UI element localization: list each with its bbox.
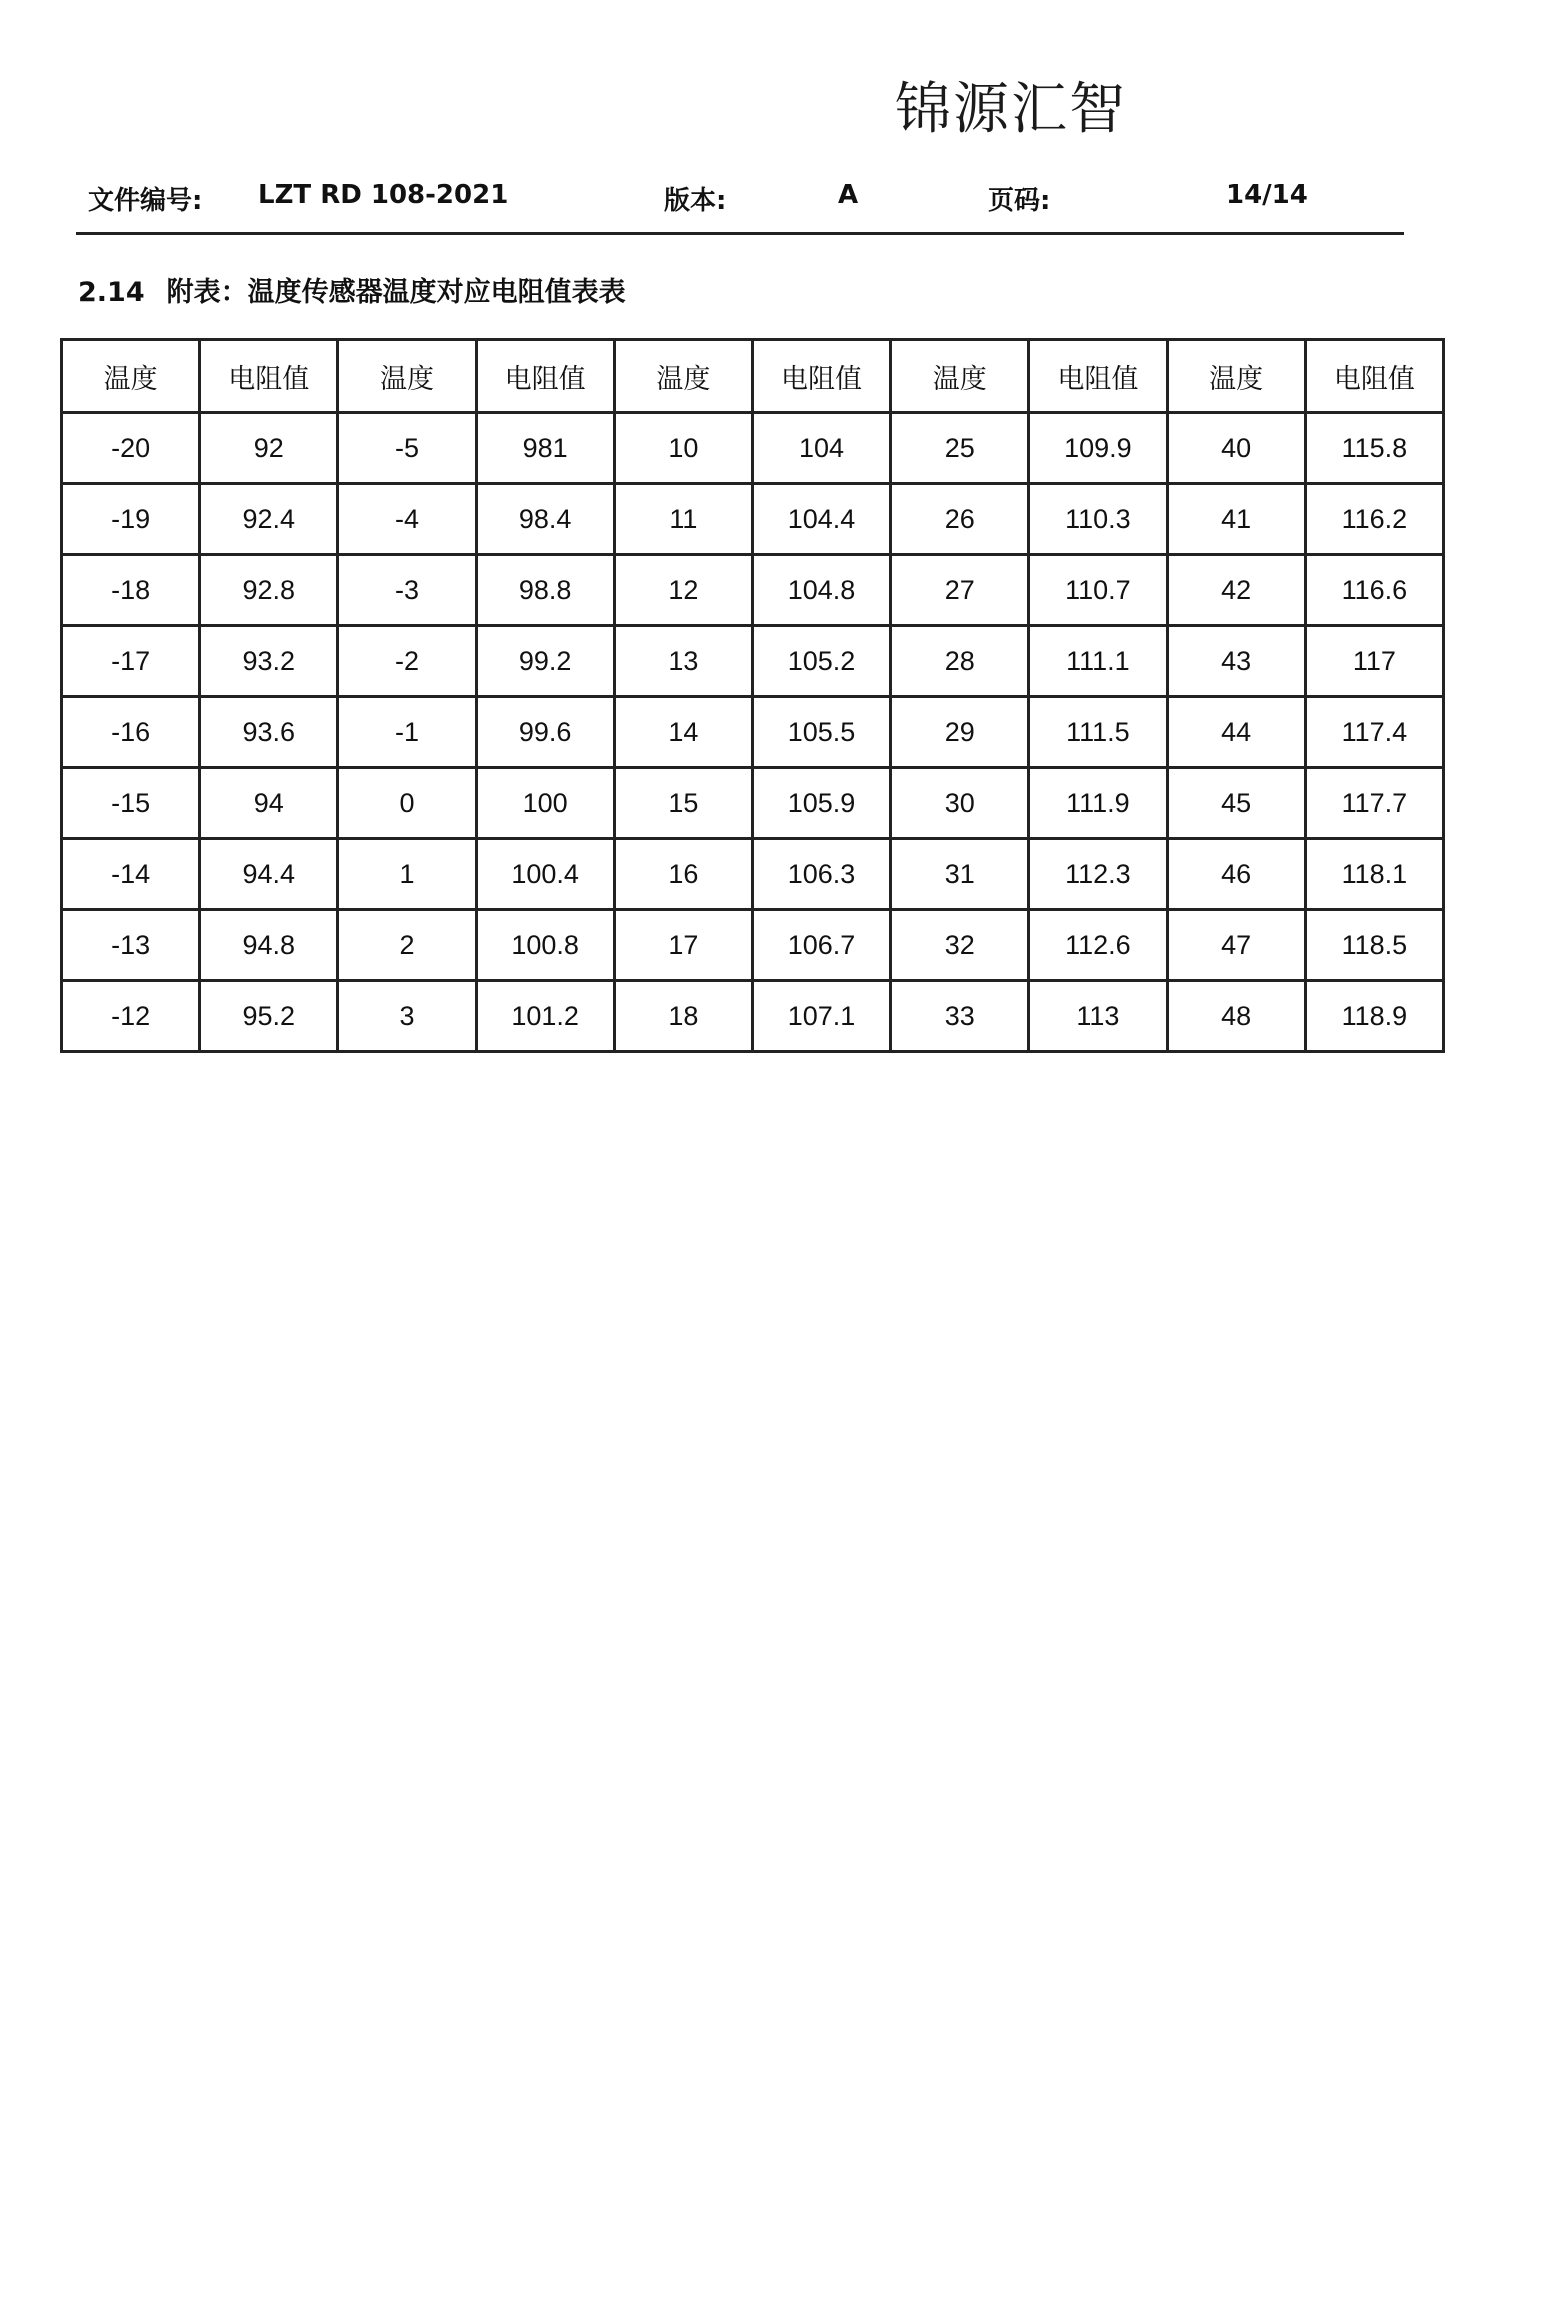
cell-resistance: 100.8 [476,910,614,981]
cell-resistance: 99.2 [476,626,614,697]
cell-resistance: 115.8 [1305,413,1443,484]
cell-temperature: -13 [62,910,200,981]
section-title: 附表：温度传感器温度对应电阻值表表 [166,277,626,308]
cell-temperature: -16 [62,697,200,768]
cell-resistance: 116.2 [1305,484,1443,555]
cell-temperature: 0 [338,768,476,839]
cell-temperature: 42 [1167,555,1305,626]
cell-resistance: 105.2 [752,626,890,697]
cell-temperature: 47 [1167,910,1305,981]
page-value: 14/14 [1226,180,1308,210]
cell-resistance: 98.8 [476,555,614,626]
cell-resistance: 95.2 [200,981,338,1052]
cell-resistance: 104 [752,413,890,484]
cell-resistance: 99.6 [476,697,614,768]
doc-number-value: LZT RD 108-2021 [258,180,509,210]
cell-temperature: 11 [614,484,752,555]
cell-temperature: -12 [62,981,200,1052]
cell-temperature: 13 [614,626,752,697]
cell-temperature: 28 [891,626,1029,697]
cell-temperature: 46 [1167,839,1305,910]
cell-temperature: 15 [614,768,752,839]
table-header-row [62,340,1444,413]
cell-resistance: 117 [1305,626,1443,697]
resistance-table [60,338,1445,1053]
cell-temperature: 41 [1167,484,1305,555]
header-temperature: 温度 [1167,340,1305,413]
cell-temperature: -3 [338,555,476,626]
cell-resistance: 117.4 [1305,697,1443,768]
cell-temperature: -15 [62,768,200,839]
cell-temperature: 14 [614,697,752,768]
doc-number-label: 文件编号: [88,186,203,216]
cell-resistance: 92.8 [200,555,338,626]
cell-temperature: 48 [1167,981,1305,1052]
cell-temperature: 26 [891,484,1029,555]
header-temperature: 温度 [614,340,752,413]
cell-temperature: 33 [891,981,1029,1052]
cell-resistance: 105.5 [752,697,890,768]
cell-temperature: 12 [614,555,752,626]
cell-resistance: 113 [1029,981,1167,1052]
cell-resistance: 118.1 [1305,839,1443,910]
cell-resistance: 106.3 [752,839,890,910]
cell-temperature: -4 [338,484,476,555]
cell-resistance: 112.3 [1029,839,1167,910]
cell-resistance: 98.4 [476,484,614,555]
cell-temperature: 45 [1167,768,1305,839]
cell-resistance: 107.1 [752,981,890,1052]
cell-resistance: 94.4 [200,839,338,910]
cell-resistance: 100.4 [476,839,614,910]
cell-resistance: 111.9 [1029,768,1167,839]
header-divider [76,232,1404,235]
header-temperature: 温度 [891,340,1029,413]
table-row [62,910,1444,981]
cell-resistance: 118.9 [1305,981,1443,1052]
cell-temperature: 31 [891,839,1029,910]
cell-resistance: 101.2 [476,981,614,1052]
cell-resistance: 105.9 [752,768,890,839]
cell-resistance: 109.9 [1029,413,1167,484]
cell-resistance: 93.6 [200,697,338,768]
cell-temperature: 10 [614,413,752,484]
cell-resistance: 981 [476,413,614,484]
page-label: 页码: [988,186,1051,216]
table-row [62,981,1444,1052]
cell-temperature: 1 [338,839,476,910]
cell-resistance: 110.3 [1029,484,1167,555]
table-row [62,484,1444,555]
table-body [62,413,1444,1052]
version-label: 版本: [664,186,727,216]
cell-resistance: 94.8 [200,910,338,981]
cell-resistance: 116.6 [1305,555,1443,626]
cell-resistance: 94 [200,768,338,839]
cell-temperature: 43 [1167,626,1305,697]
header-resistance: 电阻值 [200,340,338,413]
section-heading [78,270,626,309]
cell-temperature: 40 [1167,413,1305,484]
document-header [0,180,1560,220]
header-resistance: 电阻值 [476,340,614,413]
cell-temperature: -1 [338,697,476,768]
header-resistance: 电阻值 [752,340,890,413]
cell-resistance: 110.7 [1029,555,1167,626]
table-row [62,768,1444,839]
cell-temperature: -19 [62,484,200,555]
cell-temperature: 17 [614,910,752,981]
cell-resistance: 111.5 [1029,697,1167,768]
cell-resistance: 100 [476,768,614,839]
cell-temperature: 44 [1167,697,1305,768]
header-temperature: 温度 [62,340,200,413]
cell-resistance: 118.5 [1305,910,1443,981]
table-row [62,413,1444,484]
header-resistance: 电阻值 [1029,340,1167,413]
table-row [62,697,1444,768]
table-row [62,626,1444,697]
cell-resistance: 111.1 [1029,626,1167,697]
cell-resistance: 92 [200,413,338,484]
cell-temperature: -20 [62,413,200,484]
cell-temperature: 30 [891,768,1029,839]
section-number: 2.14 [78,277,145,308]
cell-temperature: -17 [62,626,200,697]
cell-resistance: 104.4 [752,484,890,555]
cell-temperature: -18 [62,555,200,626]
cell-resistance: 117.7 [1305,768,1443,839]
cell-resistance: 92.4 [200,484,338,555]
cell-temperature: 25 [891,413,1029,484]
brand-title: 锦源汇智 [895,77,1127,142]
cell-temperature: 18 [614,981,752,1052]
cell-temperature: -2 [338,626,476,697]
table-row [62,839,1444,910]
table-row [62,555,1444,626]
header-temperature: 温度 [338,340,476,413]
header-resistance: 电阻值 [1305,340,1443,413]
version-value: A [838,180,859,210]
cell-temperature: 2 [338,910,476,981]
cell-temperature: 32 [891,910,1029,981]
cell-temperature: 29 [891,697,1029,768]
cell-resistance: 93.2 [200,626,338,697]
cell-temperature: 27 [891,555,1029,626]
cell-resistance: 104.8 [752,555,890,626]
cell-temperature: -5 [338,413,476,484]
cell-resistance: 106.7 [752,910,890,981]
cell-resistance: 112.6 [1029,910,1167,981]
cell-temperature: 16 [614,839,752,910]
cell-temperature: -14 [62,839,200,910]
cell-temperature: 3 [338,981,476,1052]
